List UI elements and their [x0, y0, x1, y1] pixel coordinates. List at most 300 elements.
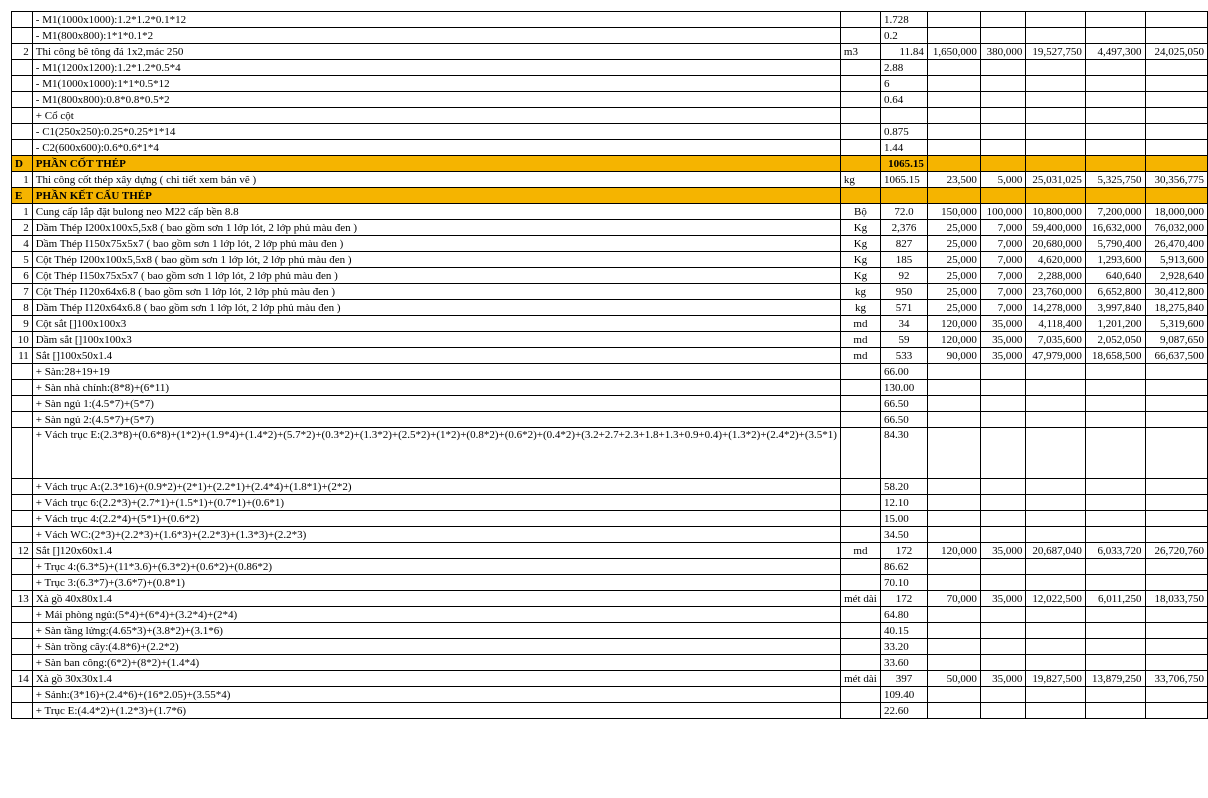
description-cell: - M1(800x800):1*1*0.1*2: [32, 28, 840, 44]
material-total-cell: [1026, 559, 1086, 575]
row-number-cell: 6: [12, 268, 33, 284]
labor-total-cell: [1085, 412, 1145, 428]
material-total-cell: [1026, 703, 1086, 719]
material-unit-price-cell: [927, 687, 980, 703]
unit-cell: [840, 623, 880, 639]
row-number-cell: [12, 639, 33, 655]
section-header-row: [12, 188, 1208, 204]
unit-cell: [840, 655, 880, 671]
labor-total-cell: [1085, 188, 1145, 204]
labor-unit-price-cell: [980, 124, 1025, 140]
description-cell: + Mái phòng ngủ:(5*4)+(6*4)+(3.2*4)+(2*4): [32, 607, 840, 623]
material-total-cell: 47,979,000: [1026, 348, 1086, 364]
material-total-cell: [1026, 495, 1086, 511]
grand-total-cell: [1145, 479, 1207, 495]
labor-unit-price-cell: [980, 655, 1025, 671]
table-row: [12, 380, 1208, 396]
quantity-cell: 1065.15: [880, 156, 927, 172]
quantity-cell: 34: [880, 316, 927, 332]
row-number-cell: 14: [12, 671, 33, 687]
grand-total-cell: 66,637,500: [1145, 348, 1207, 364]
labor-total-cell: [1085, 28, 1145, 44]
material-total-cell: [1026, 655, 1086, 671]
labor-total-cell: 2,052,050: [1085, 332, 1145, 348]
table-row: [12, 92, 1208, 108]
description-cell: Dầm Thép I150x75x5x7 ( bao gồm sơn 1 lớp lót, 2 lớp phủ màu đen ): [32, 236, 840, 252]
table-row: [12, 623, 1208, 639]
material-total-cell: 2,288,000: [1026, 268, 1086, 284]
material-unit-price-cell: 1,650,000: [927, 44, 980, 60]
material-total-cell: 25,031,025: [1026, 172, 1086, 188]
material-total-cell: [1026, 511, 1086, 527]
material-unit-price-cell: 23,500: [927, 172, 980, 188]
quantity-cell: 172: [880, 591, 927, 607]
grand-total-cell: [1145, 396, 1207, 412]
material-total-cell: [1026, 380, 1086, 396]
material-total-cell: [1026, 140, 1086, 156]
description-cell: - C2(600x600):0.6*0.6*1*4: [32, 140, 840, 156]
material-unit-price-cell: [927, 607, 980, 623]
labor-total-cell: 640,640: [1085, 268, 1145, 284]
description-cell: + Trục E:(4.4*2)+(1.2*3)+(1.7*6): [32, 703, 840, 719]
labor-unit-price-cell: 35,000: [980, 348, 1025, 364]
row-number-cell: [12, 687, 33, 703]
labor-unit-price-cell: 380,000: [980, 44, 1025, 60]
labor-unit-price-cell: [980, 364, 1025, 380]
unit-cell: md: [840, 543, 880, 559]
row-number-cell: [12, 428, 33, 479]
description-cell: + Trục 4:(6.3*5)+(11*3.6)+(6.3*2)+(0.6*2)+(0.86*2): [32, 559, 840, 575]
unit-cell: Kg: [840, 236, 880, 252]
row-number-cell: [12, 559, 33, 575]
quantity-cell: 6: [880, 76, 927, 92]
row-number-cell: [12, 364, 33, 380]
material-total-cell: 12,022,500: [1026, 591, 1086, 607]
quantity-cell: 11.84: [880, 44, 927, 60]
quantity-cell: 33.60: [880, 655, 927, 671]
row-number-cell: [12, 412, 33, 428]
unit-cell: [840, 364, 880, 380]
row-number-cell: [12, 76, 33, 92]
labor-total-cell: 6,652,800: [1085, 284, 1145, 300]
unit-cell: [840, 60, 880, 76]
description-cell: + Sàn nhà chính:(8*8)+(6*11): [32, 380, 840, 396]
material-unit-price-cell: 120,000: [927, 316, 980, 332]
description-cell: Sắt []100x50x1.4: [32, 348, 840, 364]
quantity-cell: 1065.15: [880, 172, 927, 188]
row-number-cell: [12, 124, 33, 140]
grand-total-cell: 26,720,760: [1145, 543, 1207, 559]
labor-total-cell: [1085, 124, 1145, 140]
labor-unit-price-cell: [980, 495, 1025, 511]
material-unit-price-cell: [927, 156, 980, 172]
material-total-cell: 19,827,500: [1026, 671, 1086, 687]
unit-cell: [840, 28, 880, 44]
grand-total-cell: [1145, 12, 1207, 28]
grand-total-cell: [1145, 92, 1207, 108]
grand-total-cell: 76,032,000: [1145, 220, 1207, 236]
quantity-cell: 827: [880, 236, 927, 252]
table-row: [12, 268, 1208, 284]
quantity-cell: 1.728: [880, 12, 927, 28]
quantity-cell: 33.20: [880, 639, 927, 655]
material-unit-price-cell: 120,000: [927, 332, 980, 348]
grand-total-cell: [1145, 364, 1207, 380]
grand-total-cell: [1145, 575, 1207, 591]
material-unit-price-cell: [927, 188, 980, 204]
material-total-cell: [1026, 575, 1086, 591]
grand-total-cell: [1145, 428, 1207, 479]
unit-cell: [840, 188, 880, 204]
material-unit-price-cell: [927, 703, 980, 719]
unit-cell: [840, 412, 880, 428]
quantity-cell: 86.62: [880, 559, 927, 575]
quantity-cell: 172: [880, 543, 927, 559]
material-total-cell: [1026, 623, 1086, 639]
material-total-cell: [1026, 76, 1086, 92]
quantity-cell: 66.50: [880, 396, 927, 412]
table-row: [12, 220, 1208, 236]
unit-cell: kg: [840, 172, 880, 188]
description-cell: Sắt []120x60x1.4: [32, 543, 840, 559]
material-unit-price-cell: [927, 412, 980, 428]
description-cell: - C1(250x250):0.25*0.25*1*14: [32, 124, 840, 140]
row-number-cell: [12, 607, 33, 623]
quantity-cell: 533: [880, 348, 927, 364]
labor-total-cell: 6,011,250: [1085, 591, 1145, 607]
labor-unit-price-cell: [980, 639, 1025, 655]
quantity-cell: 0.875: [880, 124, 927, 140]
grand-total-cell: [1145, 511, 1207, 527]
labor-total-cell: [1085, 92, 1145, 108]
table-row: [12, 332, 1208, 348]
grand-total-cell: [1145, 623, 1207, 639]
table-row: [12, 495, 1208, 511]
description-cell: Dầm Thép I200x100x5,5x8 ( bao gồm sơn 1 lớp lót, 2 lớp phủ màu đen ): [32, 220, 840, 236]
grand-total-cell: 30,412,800: [1145, 284, 1207, 300]
row-number-cell: [12, 655, 33, 671]
labor-unit-price-cell: [980, 703, 1025, 719]
grand-total-cell: [1145, 703, 1207, 719]
material-total-cell: [1026, 687, 1086, 703]
grand-total-cell: 30,356,775: [1145, 172, 1207, 188]
quantity-cell: [880, 108, 927, 124]
labor-total-cell: [1085, 140, 1145, 156]
material-total-cell: 59,400,000: [1026, 220, 1086, 236]
table-row: [12, 28, 1208, 44]
unit-cell: kg: [840, 284, 880, 300]
material-unit-price-cell: [927, 527, 980, 543]
labor-unit-price-cell: 7,000: [980, 236, 1025, 252]
labor-total-cell: [1085, 364, 1145, 380]
labor-unit-price-cell: [980, 12, 1025, 28]
unit-cell: md: [840, 332, 880, 348]
labor-unit-price-cell: [980, 92, 1025, 108]
material-unit-price-cell: [927, 76, 980, 92]
row-number-cell: [12, 92, 33, 108]
quantity-cell: 571: [880, 300, 927, 316]
description-cell: + Vách trục 4:(2.2*4)+(5*1)+(0.6*2): [32, 511, 840, 527]
quantity-cell: 66.00: [880, 364, 927, 380]
grand-total-cell: 18,000,000: [1145, 204, 1207, 220]
unit-cell: [840, 156, 880, 172]
table-row: [12, 44, 1208, 60]
unit-cell: [840, 124, 880, 140]
table-row: [12, 591, 1208, 607]
material-total-cell: 19,527,750: [1026, 44, 1086, 60]
material-total-cell: [1026, 607, 1086, 623]
table-row: [12, 428, 1208, 479]
row-number-cell: [12, 575, 33, 591]
labor-total-cell: [1085, 575, 1145, 591]
grand-total-cell: [1145, 140, 1207, 156]
unit-cell: [840, 108, 880, 124]
labor-total-cell: [1085, 527, 1145, 543]
quantity-cell: 0.2: [880, 28, 927, 44]
material-unit-price-cell: 25,000: [927, 220, 980, 236]
labor-unit-price-cell: [980, 188, 1025, 204]
labor-unit-price-cell: [980, 575, 1025, 591]
material-unit-price-cell: 25,000: [927, 284, 980, 300]
quantity-cell: 185: [880, 252, 927, 268]
material-unit-price-cell: 25,000: [927, 300, 980, 316]
description-cell: Cột Thép I120x64x6.8 ( bao gồm sơn 1 lớp lót, 2 lớp phủ màu đen ): [32, 284, 840, 300]
table-row: [12, 703, 1208, 719]
row-number-cell: 5: [12, 252, 33, 268]
labor-total-cell: 4,497,300: [1085, 44, 1145, 60]
unit-cell: [840, 140, 880, 156]
table-row: [12, 316, 1208, 332]
quantity-cell: 2.88: [880, 60, 927, 76]
table-row: [12, 76, 1208, 92]
material-unit-price-cell: [927, 623, 980, 639]
labor-unit-price-cell: 7,000: [980, 252, 1025, 268]
labor-unit-price-cell: 5,000: [980, 172, 1025, 188]
labor-unit-price-cell: [980, 140, 1025, 156]
unit-cell: [840, 527, 880, 543]
table-row: [12, 575, 1208, 591]
row-number-cell: [12, 60, 33, 76]
material-unit-price-cell: [927, 108, 980, 124]
grand-total-cell: 9,087,650: [1145, 332, 1207, 348]
quantity-cell: 1.44: [880, 140, 927, 156]
quantity-cell: 66.50: [880, 412, 927, 428]
labor-unit-price-cell: [980, 687, 1025, 703]
unit-cell: Kg: [840, 252, 880, 268]
labor-total-cell: [1085, 380, 1145, 396]
table-row: [12, 12, 1208, 28]
labor-unit-price-cell: [980, 428, 1025, 479]
description-cell: + Sàn:28+19+19: [32, 364, 840, 380]
grand-total-cell: [1145, 607, 1207, 623]
material-unit-price-cell: [927, 396, 980, 412]
labor-total-cell: 5,790,400: [1085, 236, 1145, 252]
labor-unit-price-cell: [980, 607, 1025, 623]
table-row: [12, 412, 1208, 428]
material-total-cell: [1026, 188, 1086, 204]
material-unit-price-cell: [927, 92, 980, 108]
material-unit-price-cell: [927, 140, 980, 156]
description-cell: Cột Thép I200x100x5,5x8 ( bao gồm sơn 1 lớp lót, 2 lớp phủ màu đen ): [32, 252, 840, 268]
grand-total-cell: 26,470,400: [1145, 236, 1207, 252]
material-total-cell: [1026, 92, 1086, 108]
material-total-cell: [1026, 396, 1086, 412]
unit-cell: mét dài: [840, 671, 880, 687]
table-row: [12, 527, 1208, 543]
grand-total-cell: [1145, 60, 1207, 76]
row-number-cell: 2: [12, 220, 33, 236]
quantity-cell: 12.10: [880, 495, 927, 511]
labor-total-cell: [1085, 623, 1145, 639]
grand-total-cell: 18,275,840: [1145, 300, 1207, 316]
grand-total-cell: [1145, 380, 1207, 396]
table-row: [12, 348, 1208, 364]
labor-unit-price-cell: 100,000: [980, 204, 1025, 220]
row-number-cell: 2: [12, 44, 33, 60]
row-number-cell: [12, 140, 33, 156]
grand-total-cell: [1145, 76, 1207, 92]
material-total-cell: [1026, 60, 1086, 76]
labor-total-cell: 16,632,000: [1085, 220, 1145, 236]
labor-total-cell: [1085, 479, 1145, 495]
description-cell: - M1(1000x1000):1.2*1.2*0.1*12: [32, 12, 840, 28]
material-unit-price-cell: [927, 575, 980, 591]
quantity-cell: 397: [880, 671, 927, 687]
row-number-cell: 8: [12, 300, 33, 316]
row-number-cell: 10: [12, 332, 33, 348]
labor-total-cell: 13,879,250: [1085, 671, 1145, 687]
description-cell: Thi công cốt thép xây dựng ( chi tiết xem bản vẽ ): [32, 172, 840, 188]
description-cell: + Vách WC:(2*3)+(2.2*3)+(1.6*3)+(2.2*3)+(1.3*3)+(2.2*3): [32, 527, 840, 543]
labor-unit-price-cell: [980, 380, 1025, 396]
labor-unit-price-cell: [980, 28, 1025, 44]
row-number-cell: [12, 12, 33, 28]
labor-total-cell: 1,293,600: [1085, 252, 1145, 268]
description-cell: Dầm sắt []100x100x3: [32, 332, 840, 348]
labor-total-cell: 18,658,500: [1085, 348, 1145, 364]
grand-total-cell: [1145, 412, 1207, 428]
material-total-cell: [1026, 156, 1086, 172]
grand-total-cell: [1145, 655, 1207, 671]
unit-cell: [840, 76, 880, 92]
unit-cell: [840, 607, 880, 623]
unit-cell: [840, 12, 880, 28]
table-row: [12, 236, 1208, 252]
table-row: [12, 607, 1208, 623]
grand-total-cell: [1145, 687, 1207, 703]
table-row: [12, 204, 1208, 220]
unit-cell: [840, 511, 880, 527]
section-header-row: [12, 156, 1208, 172]
material-unit-price-cell: [927, 655, 980, 671]
unit-cell: [840, 687, 880, 703]
material-total-cell: 20,687,040: [1026, 543, 1086, 559]
table-row: [12, 639, 1208, 655]
labor-unit-price-cell: 35,000: [980, 316, 1025, 332]
labor-unit-price-cell: 35,000: [980, 543, 1025, 559]
description-cell: - M1(1200x1200):1.2*1.2*0.5*4: [32, 60, 840, 76]
description-cell: - M1(1000x1000):1*1*0.5*12: [32, 76, 840, 92]
labor-total-cell: 5,325,750: [1085, 172, 1145, 188]
labor-total-cell: 3,997,840: [1085, 300, 1145, 316]
material-unit-price-cell: 25,000: [927, 236, 980, 252]
table-row: [12, 671, 1208, 687]
material-unit-price-cell: 70,000: [927, 591, 980, 607]
labor-total-cell: [1085, 428, 1145, 479]
table-row: [12, 140, 1208, 156]
labor-total-cell: [1085, 12, 1145, 28]
row-number-cell: [12, 479, 33, 495]
row-number-cell: 9: [12, 316, 33, 332]
grand-total-cell: 24,025,050: [1145, 44, 1207, 60]
labor-unit-price-cell: [980, 156, 1025, 172]
material-unit-price-cell: 90,000: [927, 348, 980, 364]
material-total-cell: [1026, 108, 1086, 124]
row-number-cell: [12, 380, 33, 396]
unit-cell: Bộ: [840, 204, 880, 220]
row-number-cell: [12, 495, 33, 511]
table-row: [12, 108, 1208, 124]
material-unit-price-cell: [927, 28, 980, 44]
material-total-cell: 4,118,400: [1026, 316, 1086, 332]
labor-total-cell: 7,200,000: [1085, 204, 1145, 220]
material-unit-price-cell: [927, 428, 980, 479]
row-number-cell: [12, 28, 33, 44]
description-cell: Cung cấp lắp đặt bulong neo M22 cấp bền 8.8: [32, 204, 840, 220]
row-number-cell: E: [12, 188, 33, 204]
material-unit-price-cell: [927, 12, 980, 28]
grand-total-cell: [1145, 124, 1207, 140]
grand-total-cell: 5,913,600: [1145, 252, 1207, 268]
description-cell: Xà gồ 40x80x1.4: [32, 591, 840, 607]
table-row: [12, 687, 1208, 703]
unit-cell: [840, 559, 880, 575]
labor-total-cell: [1085, 687, 1145, 703]
description-cell: Cột sắt []100x100x3: [32, 316, 840, 332]
table-row: [12, 60, 1208, 76]
table-row: [12, 396, 1208, 412]
description-cell: + Sàn ban công:(6*2)+(8*2)+(1.4*4): [32, 655, 840, 671]
labor-total-cell: [1085, 60, 1145, 76]
labor-total-cell: 1,201,200: [1085, 316, 1145, 332]
description-cell: PHẦN KẾT CẤU THÉP: [32, 188, 840, 204]
quantity-cell: 109.40: [880, 687, 927, 703]
table-row: [12, 364, 1208, 380]
grand-total-cell: 33,706,750: [1145, 671, 1207, 687]
row-number-cell: 1: [12, 172, 33, 188]
material-total-cell: [1026, 364, 1086, 380]
row-number-cell: [12, 527, 33, 543]
grand-total-cell: [1145, 495, 1207, 511]
row-number-cell: 11: [12, 348, 33, 364]
material-total-cell: [1026, 428, 1086, 479]
quantity-cell: 0.64: [880, 92, 927, 108]
table-row: [12, 543, 1208, 559]
row-number-cell: [12, 511, 33, 527]
labor-unit-price-cell: [980, 511, 1025, 527]
material-unit-price-cell: [927, 511, 980, 527]
unit-cell: [840, 428, 880, 479]
description-cell: Xà gồ 30x30x1.4: [32, 671, 840, 687]
description-cell: + Vách trục A:(2.3*16)+(0.9*2)+(2*1)+(2.2*1)+(2.4*4)+(1.8*1)+(2*2): [32, 479, 840, 495]
table-row: [12, 559, 1208, 575]
grand-total-cell: [1145, 559, 1207, 575]
row-number-cell: 7: [12, 284, 33, 300]
description-cell: Thi công bê tông đá 1x2,mác 250: [32, 44, 840, 60]
table-row: [12, 300, 1208, 316]
labor-unit-price-cell: [980, 412, 1025, 428]
labor-total-cell: [1085, 703, 1145, 719]
